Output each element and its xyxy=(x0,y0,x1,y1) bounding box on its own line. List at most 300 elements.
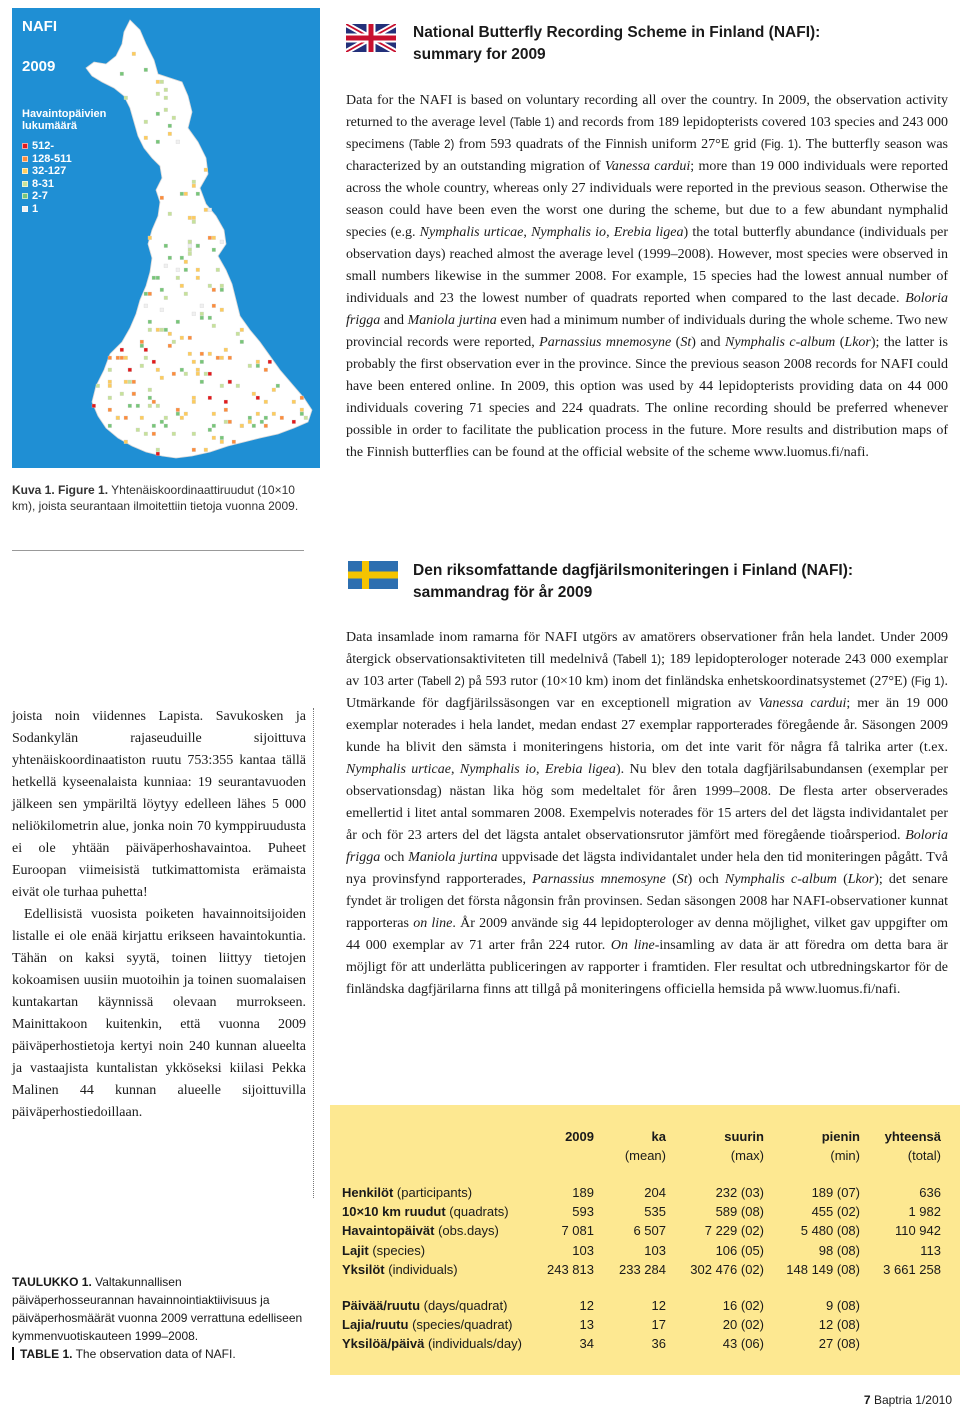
journal-name: Baptria 1/2010 xyxy=(873,1393,952,1407)
observation-square xyxy=(172,116,176,120)
row-label-en: (species/quadrat) xyxy=(408,1317,513,1333)
english-heading-line1: National Butterfly Recording Scheme in Finland (NAFI): xyxy=(413,24,821,41)
observation-square xyxy=(252,424,256,428)
observation-square xyxy=(156,140,160,144)
observation-square xyxy=(116,416,120,420)
uk-flag-icon xyxy=(346,24,396,52)
legend-label: 2-7 xyxy=(32,190,48,203)
en-text-8: ) the total butterfly abundance (individuals per observation days) reached almost the average level (1999–2008). However, most species were observed in small numbers likewise in the summer 2008. For example, 15 species had the lowest annual number of individuals and 23 the lowest number of quadrats reported when compared to the last decade. xyxy=(346,225,949,306)
observation-square xyxy=(184,268,188,272)
observation-square xyxy=(164,424,168,428)
observation-square xyxy=(188,244,192,248)
observation-square xyxy=(184,412,188,416)
observation-square xyxy=(108,368,112,372)
observation-square xyxy=(228,356,232,360)
observation-square xyxy=(256,360,260,364)
table-cell: 110 942 xyxy=(894,1223,941,1239)
en-species-ligea: Erebia ligea xyxy=(613,225,684,240)
observation-square xyxy=(156,452,160,456)
observation-square xyxy=(120,72,124,76)
observation-square xyxy=(172,372,176,376)
observation-square xyxy=(156,448,160,452)
observation-square xyxy=(212,436,216,440)
en-species-mnemosyne: Parnassius mnemosyne xyxy=(539,335,672,350)
legend-label: 32-127 xyxy=(32,165,67,178)
observation-square xyxy=(208,208,212,212)
observation-square xyxy=(160,420,164,424)
observation-square xyxy=(196,276,200,280)
observation-square xyxy=(212,324,216,328)
table-cell: 593 xyxy=(572,1204,594,1220)
en-text-11: ( xyxy=(671,335,681,350)
observation-square xyxy=(180,256,184,260)
page-footer xyxy=(864,1393,952,1407)
observation-square xyxy=(152,432,156,436)
english-heading-line2: summary for 2009 xyxy=(413,46,546,63)
row-label-fi: Havaintopäivät xyxy=(342,1223,435,1239)
observation-square xyxy=(208,352,212,356)
row-label-en: (obs.days) xyxy=(434,1223,499,1239)
row-label-en: (species) xyxy=(368,1242,426,1258)
observation-square xyxy=(144,292,148,296)
table-cell: 103 xyxy=(572,1242,594,1258)
observation-square xyxy=(132,380,136,384)
observation-square xyxy=(292,420,296,424)
table-header-total xyxy=(885,1127,941,1165)
swedish-heading-line1: Den riksomfattande dagfjärilsmoniteringen i Finland (NAFI): xyxy=(413,562,854,579)
observation-square xyxy=(192,216,196,220)
finnish-paragraph-2: Edellisistä vuosista poiketen havainnoitsijoiden listalle ei ole enää kirjattu erikseen havaintokuntia. Tähän on kaksi syytä, toinen liittyy tietojen kokoamisen uusiin muotoihin ja toinen suomalaisen kuntakartan käynnissä olevaan murrokseen. Mainittakoon kuitenkin, että vuonna 2009 päiväperhostietoja kertyi noin 240 kunnan alueelta ja vastaajista kuntalistan ykköseksi kiilasi Pekka Malinen 44 kunnan alueelle sijoittuvilla päiväperhostiedoillaan. xyxy=(12,907,306,1120)
row-label-en: (quadrats) xyxy=(445,1204,509,1220)
sv-text-9: och xyxy=(380,850,409,865)
sv-ref-fig1: (Fig 1) xyxy=(910,676,945,688)
sweden-flag-icon xyxy=(348,561,398,589)
legend-label: 1 xyxy=(32,202,39,215)
row-label-fi: 10×10 km ruudut xyxy=(342,1204,446,1220)
en-species-frigga: Boloria frigga xyxy=(346,291,948,328)
observation-square xyxy=(196,372,200,376)
table-row xyxy=(330,1260,960,1279)
english-heading xyxy=(413,22,820,66)
observation-square xyxy=(268,360,272,364)
observation-square xyxy=(176,412,180,416)
observation-square xyxy=(160,376,164,380)
observation-square xyxy=(164,88,168,92)
observation-square xyxy=(144,356,148,360)
observation-square xyxy=(152,400,156,404)
observation-square xyxy=(228,420,232,424)
table-cell: 17 xyxy=(651,1317,666,1333)
observation-square xyxy=(164,328,168,332)
table-cell: 6 507 xyxy=(633,1223,666,1239)
sv-online-1: on line xyxy=(413,916,453,931)
sv-species-jurtina: Maniola jurtina xyxy=(408,850,498,865)
header-sub: (mean) xyxy=(624,1148,666,1163)
sv-text-14: ); det senare fyndet är troligen det första någonsin från provinsen. Sedan säsongen 2008 har NAFI-observationer kunnat rapporteras xyxy=(346,872,948,931)
en-text-9: and xyxy=(380,313,408,328)
observation-square xyxy=(196,368,200,372)
table-cell: 98 (08) xyxy=(818,1242,860,1258)
table-caption-label: TAULUKKO 1. xyxy=(12,1275,92,1289)
observation-square xyxy=(108,408,112,412)
table-row xyxy=(330,1221,960,1240)
table-row xyxy=(330,1202,960,1221)
table-row xyxy=(330,1241,960,1260)
swedish-summary xyxy=(346,627,948,1001)
observation-square xyxy=(208,372,212,376)
observation-square xyxy=(164,96,168,100)
swedish-heading-line2: sammandrag för år 2009 xyxy=(413,584,593,601)
legend-item xyxy=(22,190,132,203)
sv-species-ligea: Erebia ligea xyxy=(544,762,616,777)
observation-square xyxy=(144,348,148,352)
observation-square xyxy=(240,424,244,428)
legend-item xyxy=(22,153,132,166)
row-label-fi: Yksilöä/päivä xyxy=(342,1336,425,1352)
observation-square xyxy=(156,80,160,84)
observation-square xyxy=(248,420,252,424)
observation-square xyxy=(192,180,196,184)
sv-text-6: , xyxy=(450,762,460,777)
observation-square xyxy=(184,292,188,296)
observation-square xyxy=(212,248,216,252)
en-text-7: , xyxy=(606,225,614,240)
observation-square xyxy=(108,356,112,360)
row-label-en: (individuals) xyxy=(384,1261,458,1277)
observation-square xyxy=(228,380,232,384)
legend-item xyxy=(22,140,132,153)
legend-item xyxy=(22,165,132,178)
observation-square xyxy=(260,420,264,424)
finland-map-graphic xyxy=(12,8,320,468)
observation-square xyxy=(172,340,176,344)
observation-square xyxy=(164,416,168,420)
observation-square xyxy=(200,304,204,308)
observation-square xyxy=(272,388,276,392)
map-legend xyxy=(22,108,132,215)
row-label-fi: Lajit xyxy=(342,1242,369,1258)
observation-square xyxy=(148,388,152,392)
table-cell: 12 (08) xyxy=(818,1317,860,1333)
observation-square xyxy=(128,368,132,372)
en-species-vanessa: Vanessa cardui xyxy=(604,159,691,174)
sv-text-3: på 593 rutor (10×10 km) inom det finländska enhetskoordinatsystemet (27°E) xyxy=(464,674,911,689)
observation-square xyxy=(168,344,172,348)
observation-square xyxy=(292,400,296,404)
row-label-fi: Henkilöt xyxy=(342,1185,394,1200)
table-caption-text: Valtakunnallisen päiväperhosseurannan havainnointiaktiivisuus ja päiväperhosmäärät vuonna 2009 verrattuna edelliseen kymmenvuotiskauteen 1999‒2008. xyxy=(12,1275,303,1343)
observation-square xyxy=(236,384,240,388)
observation-square xyxy=(140,364,144,368)
observation-square xyxy=(192,432,196,436)
observation-square xyxy=(256,412,260,416)
row-label xyxy=(342,1315,513,1334)
observation-square xyxy=(192,400,196,404)
en-text-13: ( xyxy=(835,335,845,350)
observation-square xyxy=(176,140,180,144)
observation-square xyxy=(160,80,164,84)
header-sub: (max) xyxy=(730,1148,764,1163)
map-year: 2009 xyxy=(22,58,56,75)
header-main: suurin xyxy=(724,1129,764,1144)
observation-square xyxy=(220,284,224,288)
observation-square xyxy=(300,408,304,412)
observation-square xyxy=(160,328,164,332)
observation-square xyxy=(224,348,228,352)
observation-square xyxy=(160,196,164,200)
en-text-14: ); the latter is probably the first observation ever in the province. Since the previous season 2008 records for NAFI could have been entered online. In 2009, this option was used by 44 lepidopterists providing data on 44 000 individuals covering 71 species and 224 quadrats. The online recording should be preferred whenever possible in order to facilitate the publication process in the future. More results and distribution maps of the Finnish butterflies can be found at the official website of the scheme www.luomus.fi/nafi. xyxy=(346,335,949,460)
observation-square xyxy=(148,320,152,324)
observation-square xyxy=(156,404,160,408)
sv-text-1: Data insamlade inom ramarna för NAFI utgörs av amatörers observationer från hela landet. Under 2009 återgick observationsaktiviteten till medelnivå xyxy=(346,630,948,667)
table-cell: 233 284 xyxy=(619,1261,666,1277)
row-label xyxy=(342,1260,458,1279)
en-ref-table1: (Table 1) xyxy=(509,117,555,129)
observation-square xyxy=(144,120,148,124)
observation-square xyxy=(196,192,200,196)
observation-square xyxy=(144,68,148,72)
observation-square xyxy=(192,220,196,224)
legend-label: 128-511 xyxy=(32,152,72,165)
observation-square xyxy=(144,304,148,308)
table-header-mean xyxy=(625,1127,666,1165)
observation-square xyxy=(220,384,224,388)
observation-square xyxy=(164,296,168,300)
sv-text-5: ; mer än 19 000 exemplar noterades i hela landet, medan endast 27 exemplar rapporterades föregående år. Säsongen 2009 kunde ha blivit den sämsta i moniteringens historia, om det inte varit för några få talrika arter (t.ex. xyxy=(346,696,948,755)
sv-text-10: uppvisade det lägsta individantalet under hela den tid moniteringen pågått. Två nya provinsfynd rapporterades, xyxy=(346,850,949,887)
row-label-en: (participants) xyxy=(393,1185,473,1200)
en-text-4: . The butterfly season was characterized by an outstanding migration of xyxy=(346,137,948,174)
en-text-6: , xyxy=(523,225,532,240)
observation-square xyxy=(220,288,224,292)
observation-square xyxy=(300,412,304,416)
observation-square xyxy=(208,396,212,400)
observation-square xyxy=(208,236,212,240)
sv-text-4: . Utmärkande för dagfjärilssäsongen var en exceptionell migration av xyxy=(346,674,948,711)
row-label-fi: Yksilöt xyxy=(342,1261,385,1277)
observation-square xyxy=(164,244,168,248)
legend-swatch xyxy=(22,181,28,187)
observation-square xyxy=(176,276,180,280)
observation-square xyxy=(168,212,172,216)
observation-square xyxy=(184,192,188,196)
observation-square xyxy=(92,404,96,408)
observation-square xyxy=(272,412,276,416)
observation-square xyxy=(168,256,172,260)
observation-square xyxy=(212,288,216,292)
sv-text-11: ( xyxy=(665,872,677,887)
en-text-1: Data for the NAFI is based on voluntary recording all over the country. In 2009, the observation activity returned to the average level xyxy=(346,93,948,130)
observation-square xyxy=(156,368,160,372)
sv-ref-tabell2: (Tabell 2) xyxy=(417,676,465,688)
observation-square xyxy=(128,404,132,408)
table-cell: 189 (07) xyxy=(811,1185,860,1200)
observation-square xyxy=(188,248,192,252)
observation-square xyxy=(152,424,156,428)
observation-square xyxy=(180,336,184,340)
observation-square xyxy=(240,340,244,344)
finnish-body-text xyxy=(12,706,306,1124)
figure-caption-text: Yhtenäiskoordinaattiruudut (10×10 km), joista seurantaan ilmoitettiin tietoja vuonna 2009. xyxy=(12,483,299,513)
row-label xyxy=(342,1296,507,1315)
observation-square xyxy=(124,356,128,360)
observation-square xyxy=(96,384,100,388)
observation-square xyxy=(184,260,188,264)
observation-square xyxy=(156,92,160,96)
table-cell: 12 xyxy=(651,1298,666,1313)
observation-square xyxy=(124,440,128,444)
observation-square xyxy=(276,384,280,388)
observation-square xyxy=(208,428,212,432)
observation-square xyxy=(204,372,208,376)
table-cell: 204 xyxy=(644,1185,666,1200)
observation-square xyxy=(124,380,128,384)
table-header-2009 xyxy=(565,1127,594,1165)
observation-square xyxy=(220,356,224,360)
observation-square xyxy=(148,292,152,296)
sv-province-lkor: Lkor xyxy=(847,872,875,887)
observation-square xyxy=(180,284,184,288)
table-cell: 302 476 (02) xyxy=(690,1261,764,1277)
en-province-lkor: Lkor xyxy=(844,335,871,350)
en-ref-table2: (Table 2) xyxy=(408,139,455,151)
legend-swatch xyxy=(22,206,28,212)
column-dotted-divider xyxy=(313,708,314,1198)
observation-square xyxy=(176,408,180,412)
figure-caption-label: Kuva 1. Figure 1. xyxy=(12,483,109,497)
observation-square xyxy=(164,264,168,268)
sv-text-8: ). Nu blev den totala dagfjärilsabundansen (exemplar per observationsdag) nästan lika hög som medeltalet för åren 1999–2008. De flesta arter observerades emellertid i litet antal sommaren 2008. Exempelvis noterades för 15 arters del det lägsta individantalet per år och för 23 arters del det lägsta antalet observationsrutor jämfört med föregående tioårsperiod. xyxy=(346,762,949,843)
row-label xyxy=(342,1183,472,1202)
table-cell: 12 xyxy=(579,1298,594,1313)
table-cell: 1 982 xyxy=(908,1204,941,1220)
table-cell: 636 xyxy=(919,1185,941,1200)
observation-square xyxy=(204,448,208,452)
observation-square xyxy=(148,236,152,240)
header-sub: (min) xyxy=(830,1148,860,1163)
observation-square xyxy=(120,348,124,352)
table-header-min xyxy=(822,1127,860,1165)
row-label-en: (individuals/day) xyxy=(424,1336,522,1352)
table-cell: 243 813 xyxy=(547,1261,594,1277)
table-cell: 106 (05) xyxy=(715,1242,764,1258)
observation-square xyxy=(136,404,140,408)
observation-square xyxy=(192,184,196,188)
observation-square xyxy=(144,432,148,436)
en-species-jurtina: Maniola jurtina xyxy=(407,313,497,328)
observation-square xyxy=(120,356,124,360)
legend-item xyxy=(22,178,132,191)
table-caption-label-en: TABLE 1. xyxy=(20,1347,73,1361)
row-label xyxy=(342,1334,522,1353)
observation-square xyxy=(108,396,112,400)
header-main: yhteensä xyxy=(884,1129,941,1144)
table-row xyxy=(330,1315,960,1334)
observation-square xyxy=(116,356,120,360)
sv-text-12: ) och xyxy=(687,872,725,887)
table-cell: 589 (08) xyxy=(715,1204,764,1220)
observation-square xyxy=(164,108,168,112)
observation-square xyxy=(248,364,252,368)
observation-square xyxy=(264,400,268,404)
legend-swatch xyxy=(22,156,28,162)
observation-square xyxy=(264,424,268,428)
table-cell: 5 480 (08) xyxy=(800,1223,860,1239)
observation-square xyxy=(148,396,152,400)
row-label xyxy=(342,1202,509,1221)
observation-square xyxy=(192,312,196,316)
sv-online-2: On line xyxy=(610,938,655,953)
table-cell: 113 xyxy=(920,1242,941,1258)
observation-square xyxy=(212,304,216,308)
en-text-12: ) and xyxy=(691,335,726,350)
table-cell: 3 661 258 xyxy=(883,1261,941,1277)
legend-label: 8-31 xyxy=(32,177,55,190)
observation-square xyxy=(192,448,196,452)
observation-square xyxy=(224,408,228,412)
page-number: 7 xyxy=(863,1393,871,1407)
caption-bar xyxy=(12,1347,14,1360)
observation-square xyxy=(204,208,208,212)
observation-square xyxy=(180,416,184,420)
observation-square xyxy=(124,96,128,100)
table-caption-text-en: The observation data of NAFI. xyxy=(75,1347,236,1361)
sv-text-2: ; 189 lepidopterologer noterade 243 000 exemplar av 103 arter xyxy=(346,652,948,689)
table-cell: 535 xyxy=(644,1204,666,1220)
table-cell: 20 (02) xyxy=(722,1317,764,1333)
en-species-urticae: Nymphalis urticae xyxy=(419,225,524,240)
observation-square xyxy=(300,396,304,400)
observation-square xyxy=(220,308,224,312)
observation-square xyxy=(108,380,112,384)
observation-square xyxy=(216,356,220,360)
en-species-io: Nymphalis io xyxy=(531,225,607,240)
observation-square xyxy=(220,436,224,440)
legend-swatch xyxy=(22,143,28,149)
observation-square xyxy=(180,368,184,372)
observation-square xyxy=(252,392,256,396)
legend-item xyxy=(22,203,132,216)
observation-square xyxy=(188,252,192,256)
table-cell: 7 229 (02) xyxy=(704,1223,764,1239)
observation-square xyxy=(208,284,212,288)
observation-square xyxy=(204,168,208,172)
observation-square xyxy=(108,424,112,428)
observation-square xyxy=(196,268,200,272)
observation-square xyxy=(108,384,112,388)
row-label-en: (days/quadrat) xyxy=(420,1298,508,1313)
observation-square xyxy=(128,380,132,384)
header-main: 2009 xyxy=(565,1129,594,1144)
observation-square xyxy=(176,268,180,272)
sv-species-vanessa: Vanessa cardui xyxy=(758,696,847,711)
observation-square xyxy=(192,396,196,400)
table-cell: 43 (06) xyxy=(722,1336,764,1352)
observation-square xyxy=(148,328,152,332)
en-species-calbum: Nymphalis c-album xyxy=(725,335,836,350)
sv-species-urticae: Nymphalis urticae xyxy=(346,762,451,777)
observation-square xyxy=(120,392,124,396)
observation-square xyxy=(220,440,224,444)
observation-square xyxy=(140,416,144,420)
observation-square xyxy=(188,216,192,220)
table-cell: 455 (02) xyxy=(811,1204,860,1220)
observation-square xyxy=(248,416,252,420)
observation-square xyxy=(200,312,204,316)
distribution-map xyxy=(12,8,320,468)
swedish-heading xyxy=(413,560,853,604)
observation-square xyxy=(140,344,144,348)
